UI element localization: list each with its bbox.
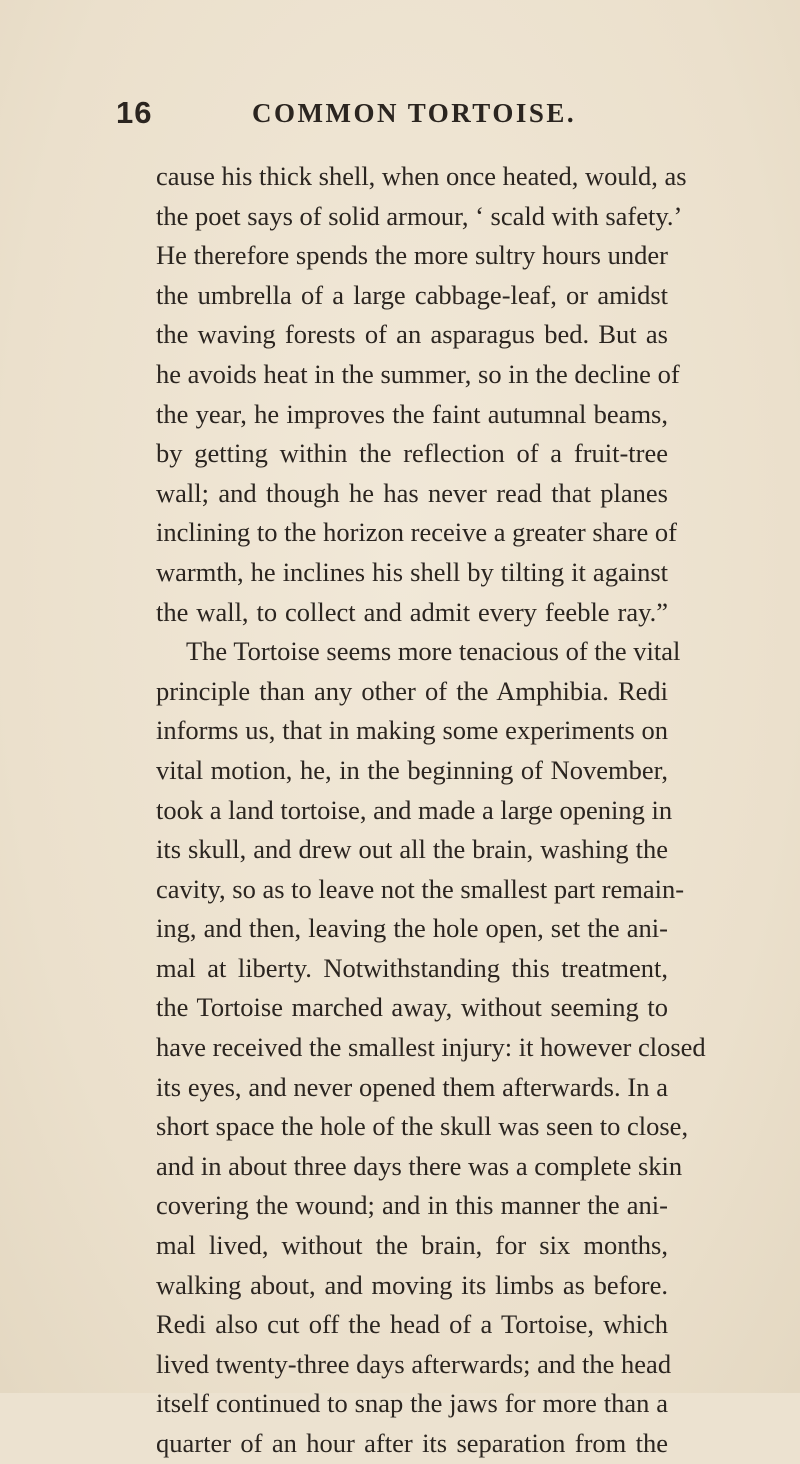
text-line: the Tortoise marched away, without seeming to (156, 992, 668, 1023)
text-line: ing, and then, leaving the hole open, set the ani- (156, 913, 668, 944)
text-line: mal lived, without the brain, for six months, (156, 1230, 668, 1261)
running-head: COMMON TORTOISE. (252, 98, 577, 128)
text-line: the umbrella of a large cabbage-leaf, or amidst (156, 279, 668, 310)
text-line: inclining to the horizon receive a greater share of (156, 517, 677, 548)
text-line: the poet says of solid armour, ‘ scald with safety.’ (156, 200, 683, 231)
page-number: 16 (116, 95, 153, 130)
text-line: its eyes, and never opened them afterwards. In a (156, 1071, 668, 1102)
text-line: short space the hole of the skull was seen to close, (156, 1111, 689, 1142)
text-line: mal at liberty. Notwithstanding this treatment, (156, 952, 668, 983)
text-line: itself continued to snap the jaws for more than a (156, 1388, 668, 1419)
text-line: principle than any other of the Amphibia. Redi (156, 675, 668, 706)
text-line: and in about three days there was a complete skin (156, 1150, 683, 1181)
text-line: the year, he improves the faint autumnal beams, (156, 398, 668, 429)
text-line: its skull, and drew out all the brain, washing the (156, 834, 668, 865)
text-line: The Tortoise seems more tenacious of the vital (186, 636, 681, 667)
body-text (156, 157, 706, 1464)
page-header (116, 95, 676, 139)
text-line: walking about, and moving its limbs as before. (156, 1269, 668, 1300)
text-line: warmth, he inclines his shell by tilting it against (156, 556, 668, 587)
text-line: Redi also cut off the head of a Tortoise, which (156, 1309, 668, 1340)
text-line: informs us, that in making some experiments on (156, 715, 668, 746)
text-line: the waving forests of an asparagus bed. But as (156, 319, 668, 350)
text-line: he avoids heat in the summer, so in the decline of (156, 358, 680, 389)
text-line: quarter of an hour after its separation from the (156, 1428, 668, 1458)
text-line: covering the wound; and in this manner the ani- (156, 1190, 668, 1221)
text-line: took a land tortoise, and made a large opening in (156, 794, 673, 825)
text-line: He therefore spends the more sultry hours under (156, 240, 668, 271)
text-line: the wall, to collect and admit every feeble ray.” (156, 596, 668, 627)
text-line: have received the smallest injury: it however closed (156, 1032, 706, 1063)
text-line: lived twenty-three days afterwards; and the head (156, 1348, 672, 1379)
text-line: vital motion, he, in the beginning of November, (156, 754, 668, 785)
text-line: cause his thick shell, when once heated, would, as (156, 161, 687, 191)
text-line: wall; and though he has never read that planes (156, 477, 668, 508)
text-line: cavity, so as to leave not the smallest part remain- (156, 873, 685, 904)
text-line: by getting within the reflection of a fruit-tree (156, 438, 668, 469)
